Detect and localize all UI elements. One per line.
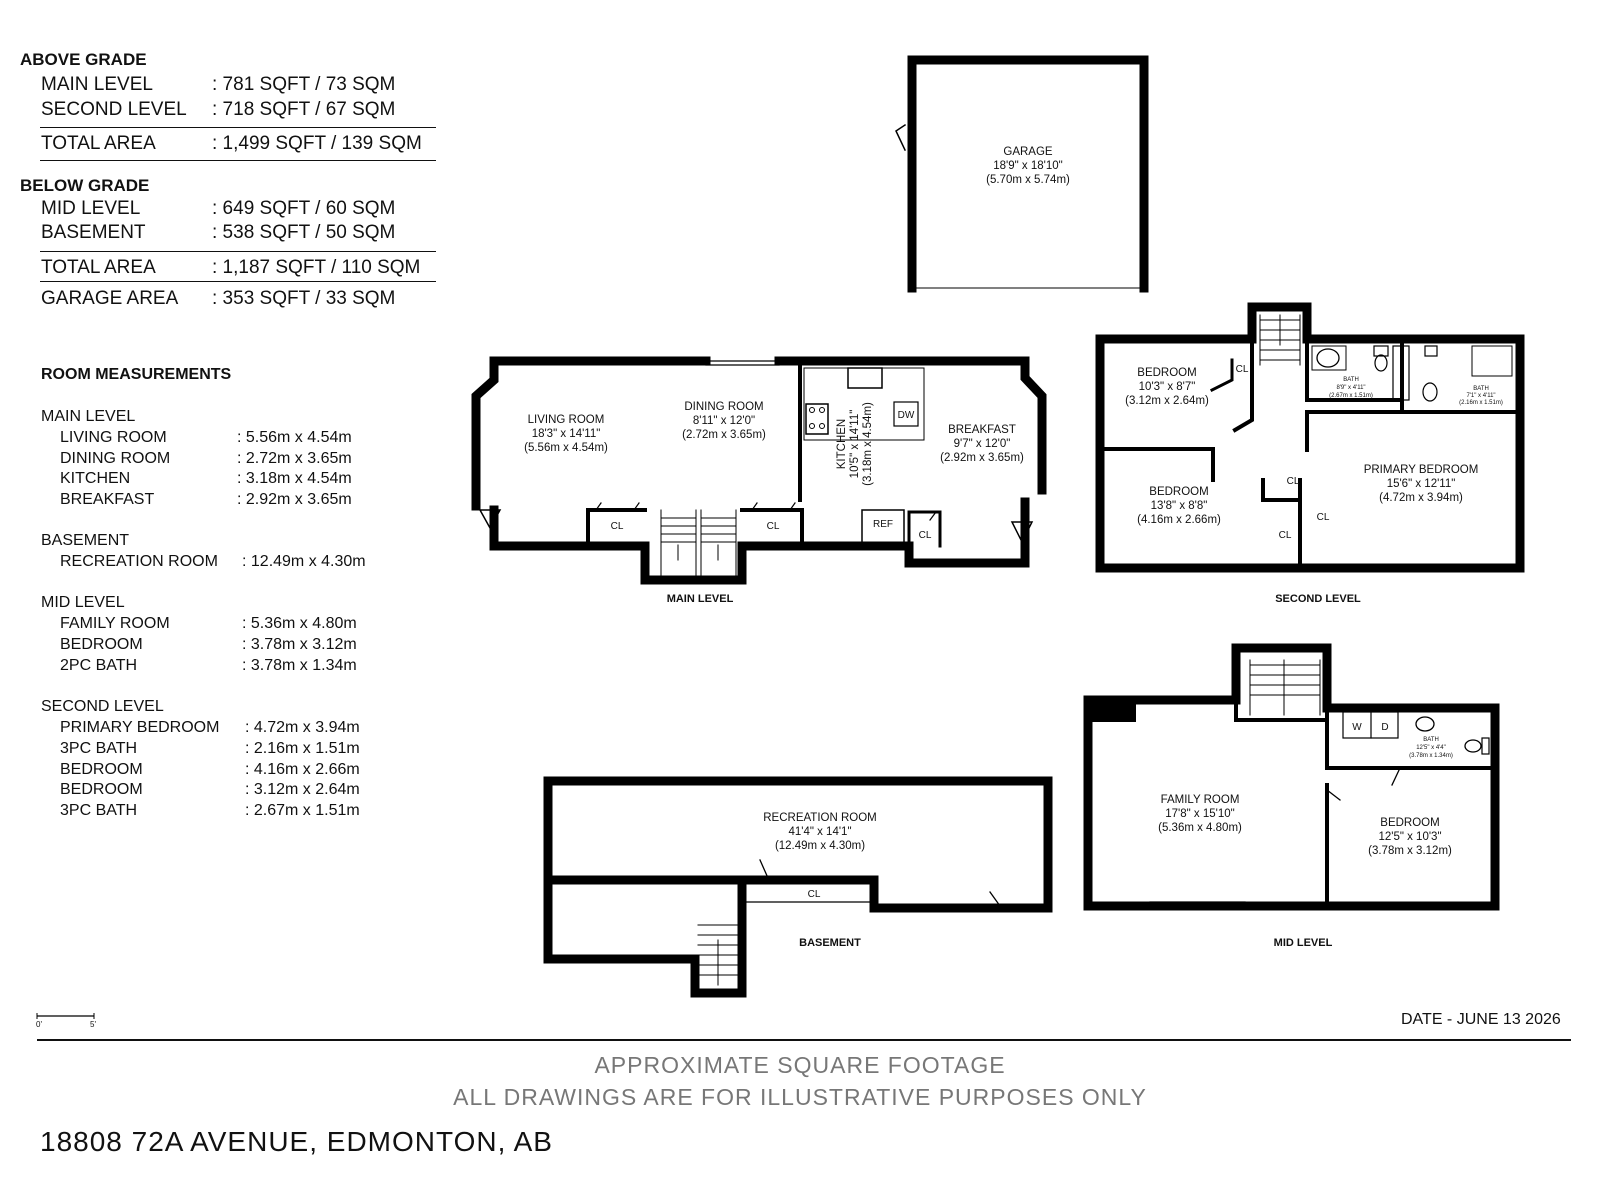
level-heading: MID LEVEL (41, 594, 125, 611)
bedroom-dim-m: (4.16m x 2.66m) (1137, 514, 1221, 526)
room-size: : 12.49m x 4.30m (242, 553, 366, 570)
total-area-value: : 1,187 SQFT / 110 SQM (212, 257, 421, 278)
primary-bedroom-dim-ft: 15'6" x 12'11" (1386, 478, 1456, 490)
primary-bedroom-dim-m: (4.72m x 3.94m) (1379, 492, 1463, 504)
room-size: : 2.92m x 3.65m (237, 491, 352, 508)
room-name: PRIMARY BEDROOM (60, 719, 220, 736)
closet-label: CL (1286, 476, 1300, 487)
room-name: DINING ROOM (60, 450, 171, 467)
closet-label: CL (766, 521, 780, 532)
level-heading: MAIN LEVEL (41, 408, 136, 425)
kitchen-dim-m: (3.18m x 4.54m) (862, 402, 874, 486)
bath-name: BATH (1423, 737, 1439, 743)
breakfast-dim-ft: 9'7" x 12'0" (953, 438, 1011, 450)
dining-room-name: DINING ROOM (684, 401, 764, 413)
bedroom-dim-ft: 12'5" x 10'3" (1378, 831, 1442, 843)
bath-name: BATH (1473, 386, 1489, 392)
area-label: MID LEVEL (41, 198, 141, 219)
kitchen-dim-ft: 10'5" x 14'11" (849, 409, 861, 479)
below-grade-heading: BELOW GRADE (20, 176, 150, 195)
bath-dim-m: (2.67m x 1.51m) (1329, 393, 1373, 399)
room-size: : 2.72m x 3.65m (237, 450, 352, 467)
recreation-room-dim-m: (12.49m x 4.30m) (774, 840, 866, 852)
room-name: 3PC BATH (60, 740, 138, 757)
mid-level-labels (1158, 722, 1453, 949)
area-label: MAIN LEVEL (41, 74, 153, 95)
garage-area-label: GARAGE AREA (41, 288, 179, 309)
mid-level-plan (1088, 648, 1495, 906)
bedroom-name: BEDROOM (1149, 486, 1209, 498)
main-level-title: MAIN LEVEL (666, 593, 734, 605)
room-size: : 3.18m x 4.54m (237, 470, 352, 487)
room-size: : 2.67m x 1.51m (245, 802, 360, 819)
total-area-label: TOTAL AREA (41, 133, 156, 154)
room-size: : 5.56m x 4.54m (237, 429, 352, 446)
scale-end: 5' (90, 1020, 96, 1029)
bath-dim-m: (3.78m x 1.34m) (1409, 753, 1453, 759)
plan-date: DATE - JUNE 13 2026 (1401, 1011, 1561, 1028)
footer-line-1: APPROXIMATE SQUARE FOOTAGE (594, 1052, 1006, 1078)
closet-label: CL (918, 530, 932, 541)
room-name: BEDROOM (60, 761, 143, 778)
bath-dim-ft: 8'9" x 4'11" (1336, 385, 1366, 391)
area-value: : 649 SQFT / 60 SQM (212, 198, 396, 219)
area-label: BASEMENT (41, 222, 146, 243)
dining-room-dim-ft: 8'11" x 12'0" (692, 415, 756, 427)
family-room-name: FAMILY ROOM (1160, 794, 1240, 806)
room-size: : 5.36m x 4.80m (242, 615, 357, 632)
recreation-room-name: RECREATION ROOM (763, 812, 877, 824)
closet-label: CL (610, 521, 624, 532)
bath-dim-m: (2.16m x 1.51m) (1459, 400, 1503, 406)
level-heading: BASEMENT (41, 532, 130, 549)
total-area-value: : 1,499 SQFT / 139 SQM (212, 133, 422, 154)
room-name: BEDROOM (60, 636, 143, 653)
family-room-dim-m: (5.36m x 4.80m) (1158, 822, 1242, 834)
bath-dim-ft: 12'5" x 4'4" (1416, 745, 1446, 751)
room-name: BREAKFAST (60, 491, 155, 508)
mid-level-title: MID LEVEL (1273, 937, 1333, 949)
second-level-title: SECOND LEVEL (1275, 593, 1361, 605)
dining-room-dim-m: (2.72m x 3.65m) (682, 429, 766, 441)
scale-bar (36, 1013, 96, 1029)
room-size: : 2.16m x 1.51m (245, 740, 360, 757)
room-size: : 3.78m x 1.34m (242, 657, 357, 674)
bedroom-name: BEDROOM (1137, 367, 1197, 379)
garage-dim-m: (5.70m x 5.74m) (986, 174, 1070, 186)
area-value: : 718 SQFT / 67 SQM (212, 99, 396, 120)
area-value: : 781 SQFT / 73 SQM (212, 74, 396, 95)
basement-title: BASEMENT (799, 937, 861, 949)
room-size: : 4.72m x 3.94m (245, 719, 360, 736)
closet-label: CL (1278, 530, 1292, 541)
room-size: : 3.12m x 2.64m (245, 781, 360, 798)
bath-dim-ft: 7'1" x 4'11" (1466, 393, 1496, 399)
garage-area-value: : 353 SQFT / 33 SQM (212, 288, 396, 309)
living-room-dim-ft: 18'3" x 14'11" (531, 428, 601, 440)
second-level-plan (1100, 307, 1520, 568)
bedroom-dim-ft: 10'3" x 8'7" (1138, 381, 1196, 393)
bedroom-name: BEDROOM (1380, 817, 1440, 829)
garage-labels (986, 146, 1070, 186)
bedroom-dim-m: (3.12m x 2.64m) (1125, 395, 1209, 407)
room-measurements-heading: ROOM MEASUREMENTS (41, 366, 232, 383)
dryer-label: D (1381, 722, 1389, 733)
main-level-labels (524, 401, 1024, 605)
footer-divider (37, 1039, 1571, 1041)
above-grade-heading: ABOVE GRADE (20, 50, 147, 69)
room-name: 3PC BATH (60, 802, 138, 819)
property-address: 18808 72A AVENUE, EDMONTON, AB (40, 1126, 553, 1157)
living-room-dim-m: (5.56m x 4.54m) (524, 442, 608, 454)
closet-label: CL (807, 889, 821, 900)
refrigerator-label: REF (873, 519, 893, 530)
room-name: BEDROOM (60, 781, 143, 798)
area-value: : 538 SQFT / 50 SQM (212, 222, 396, 243)
bath-name: BATH (1343, 377, 1359, 383)
primary-bedroom-name: PRIMARY BEDROOM (1363, 464, 1479, 476)
garage-name: GARAGE (1003, 146, 1053, 158)
level-heading: SECOND LEVEL (41, 698, 164, 715)
breakfast-name: BREAKFAST (948, 424, 1016, 436)
bedroom-dim-m: (3.78m x 3.12m) (1368, 845, 1452, 857)
closet-label: CL (1316, 512, 1330, 523)
scale-start: 0' (36, 1020, 42, 1029)
room-name: RECREATION ROOM (60, 553, 218, 570)
area-label: SECOND LEVEL (41, 99, 187, 120)
washer-label: W (1352, 722, 1362, 733)
room-name: LIVING ROOM (60, 429, 167, 446)
room-size: : 4.16m x 2.66m (245, 761, 360, 778)
dishwasher-label: DW (897, 410, 915, 421)
room-size: : 3.78m x 3.12m (242, 636, 357, 653)
kitchen-name: KITCHEN (836, 418, 848, 470)
footer-line-2: ALL DRAWINGS ARE FOR ILLUSTRATIVE PURPOSES ONLY (453, 1084, 1147, 1110)
main-level-plan (476, 361, 1042, 580)
closet-label: CL (1235, 364, 1249, 375)
total-area-label: TOTAL AREA (41, 257, 156, 278)
recreation-room-dim-ft: 41'4" x 14'1" (788, 826, 852, 838)
living-room-name: LIVING ROOM (527, 414, 605, 426)
room-name: FAMILY ROOM (60, 615, 170, 632)
bedroom-dim-ft: 13'8" x 8'8" (1150, 500, 1208, 512)
room-name: 2PC BATH (60, 657, 138, 674)
breakfast-dim-m: (2.92m x 3.65m) (940, 452, 1024, 464)
garage-dim-ft: 18'9" x 18'10" (993, 160, 1063, 172)
room-name: KITCHEN (60, 470, 131, 487)
family-room-dim-ft: 17'8" x 15'10" (1165, 808, 1235, 820)
